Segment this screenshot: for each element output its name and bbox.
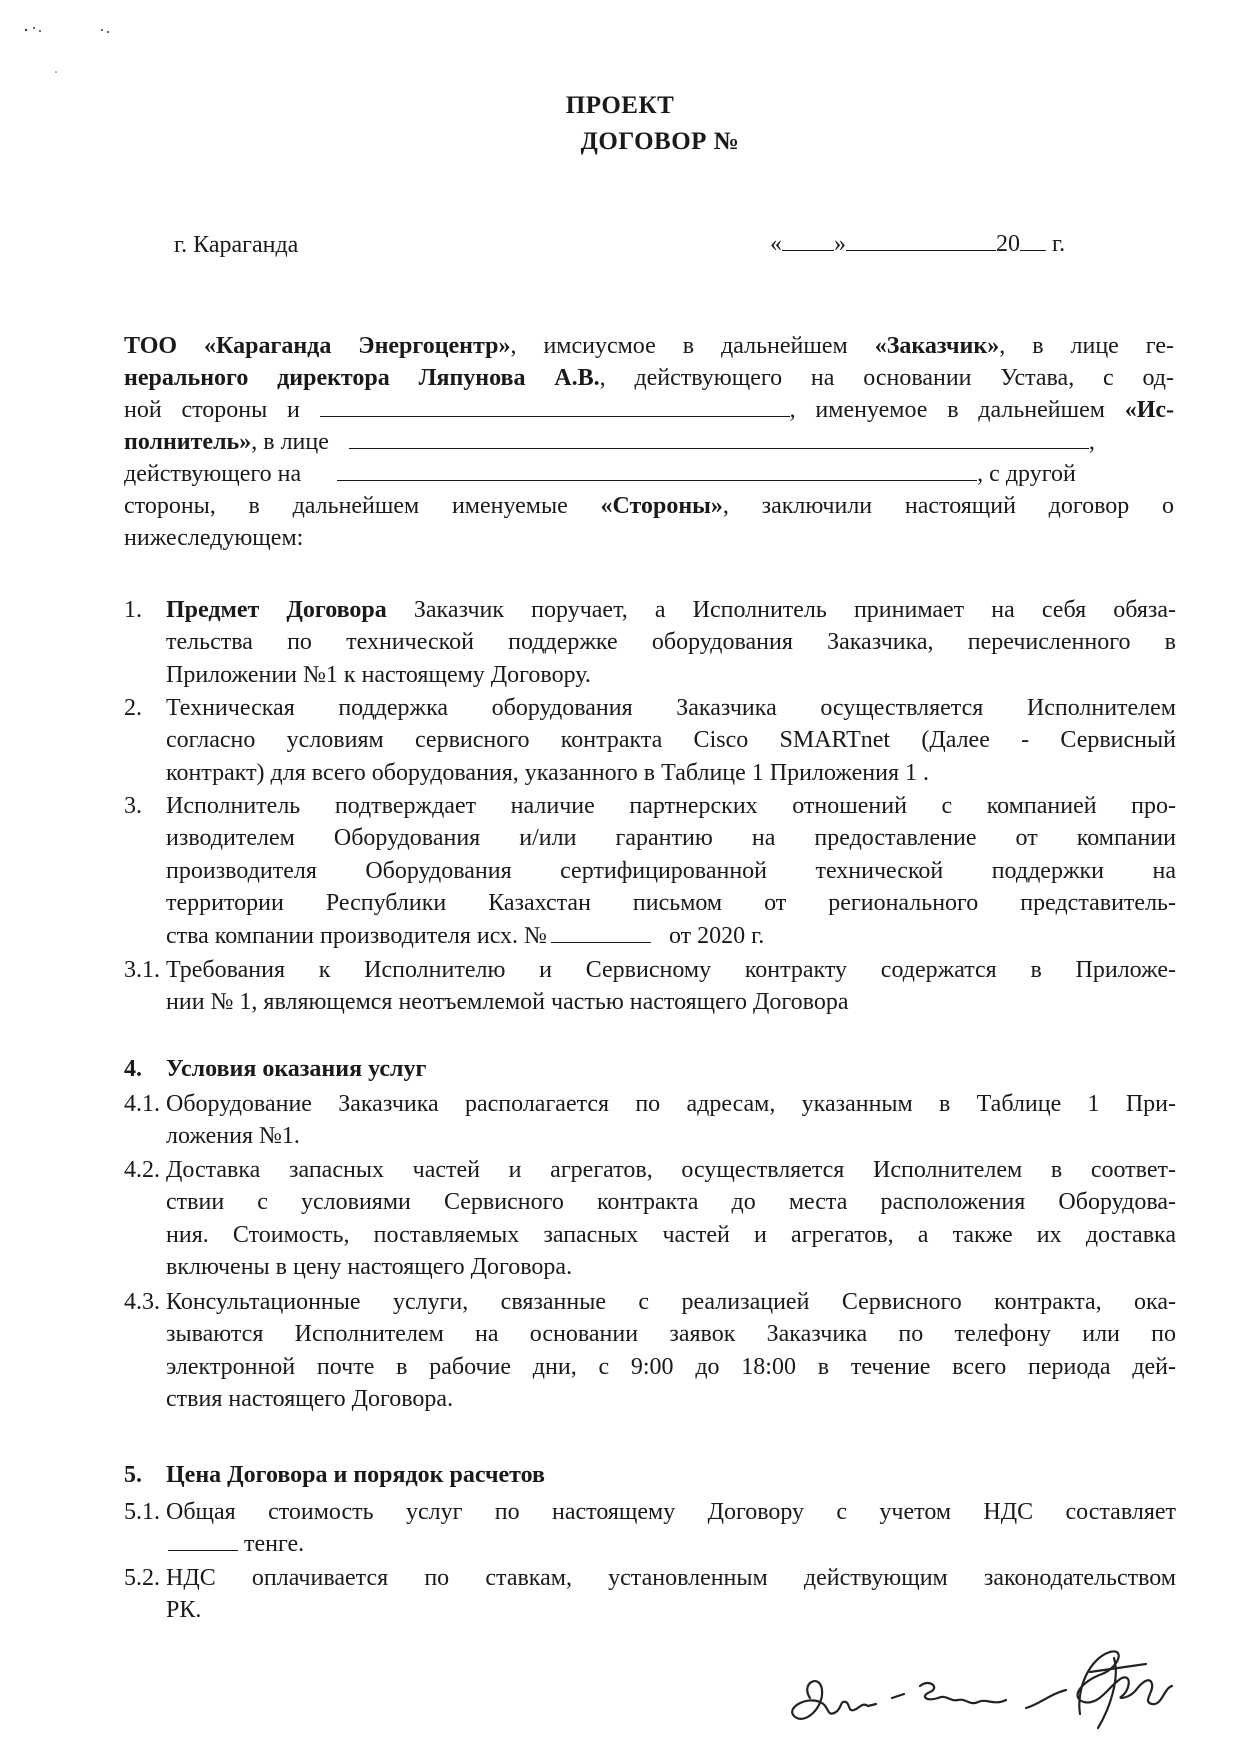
handwritten-signatures — [780, 1628, 1200, 1738]
section-number: 3. — [124, 793, 142, 819]
section-number: 2. — [124, 695, 142, 721]
preamble-line-3: ной стороны и , именуемое в дальнейшем «Ис- — [124, 397, 1175, 423]
preamble-line-5: действующего на , с другой — [124, 461, 1076, 487]
preamble-line-6: стороны, в дальнейшем именуемые «Стороны», заключили настоящий договор о — [124, 493, 1175, 519]
contract-date: « » 20 г. — [770, 228, 1065, 258]
scan-specks — [20, 20, 140, 80]
preamble-line-1: ТОО «Караганда Энергоцентр», имсиусмое в дальнейшем «Заказчик», в лице ге- — [124, 333, 1174, 359]
contract-city: г. Караганда — [174, 232, 299, 258]
preamble-line-2: нерального директора Ляпунова А.В., действующего на основании Устава, с од- — [124, 365, 1175, 391]
document-page: ПРОЕКТ ДОГОВОР № г. Караганда « » 20 г. ТОО «Караганда Энергоцентр», имсиусмое в дальнейшем «Заказчик», в лице ге- нерального директора Ляпунова А.В., действующего на основании Устава, с од- ной стороны и , именуемое в дальнейшем «Ис- полнитель», в лице , действующего на , с другой стороны, в дальнейшем именуемые «Стороны», заключили настоящий договор о нижеследующем: 1. Предмет Договора Заказчик поручает, а Исполнитель принимает на себя обяза- тельства по технической поддержке оборудования Заказчика, перечисленного в Приложении №1 к настоящему Договору. 2. Техническая поддержка оборудования Заказчика осуществляется Исполнителем согласно условиям сервисного контракта Cisco SMARTnet (Далее - Сервисный контракт) для всего оборудования, указанного в Таблице 1 Приложения 1 . 3. Исполнитель подтверждает наличие партнерских отношений с компанией про- изводителем Оборудования и/или гарантию на предоставление от компании производителя Оборудования сертифицированной технической поддержки на территории Республики Казахстан письмом от регионального представитель- ства компании производителя исх. № от 2020 г. 3.1. Требования к Исполнителю и Сервисному контракту содержатся в Приложе- нии № 1, являющемся неотъемлемой частью настоящего Договора 4. Условия оказания услуг 4.1. Оборудование Заказчика располагается по адресам, указанным в Таблице 1 При- ложения №1. 4.2. Доставка запасных частей и агрегатов, осуществляется Исполнителем в соответ- ствии с условиями Сервисного контракта до места расположения Оборудова- ния. Стоимость, поставляемых запасных частей и агрегатов, а также их доставка включены в цену настоящего Договора. 4.3. Консультационные услуги, связанные с реализацией Сервисного контракта, ока- зываются Исполнителем на основании заявок Заказчика по телефону или по электронной почте в рабочие дни, с 9:00 до 18:00 в течение всего периода дей- ствия настоящего Договора. 5. Цена Договора и порядок расчетов 5.1. Общая стоимость услуг по настоящему Договору с учетом НДС составляет тенге. 5.2. НДС оплачивается по ставкам, установленным действующим законодательством РК. — [0, 0, 1240, 1754]
section-number: 3.1. — [124, 957, 160, 983]
document-title-contract: ДОГОВОР № — [580, 128, 740, 155]
document-title-project: ПРОЕКТ — [565, 92, 675, 119]
preamble-line-7: нижеследующем: — [124, 525, 304, 551]
section-4-heading: 4. Условия оказания услуг — [124, 1056, 427, 1082]
section-5-heading: 5. Цена Договора и порядок расчетов — [124, 1462, 546, 1488]
section-title: Предмет Договора — [166, 597, 387, 623]
section-number: 1. — [124, 597, 142, 623]
preamble-line-4: полнитель», в лице , — [124, 429, 1095, 455]
